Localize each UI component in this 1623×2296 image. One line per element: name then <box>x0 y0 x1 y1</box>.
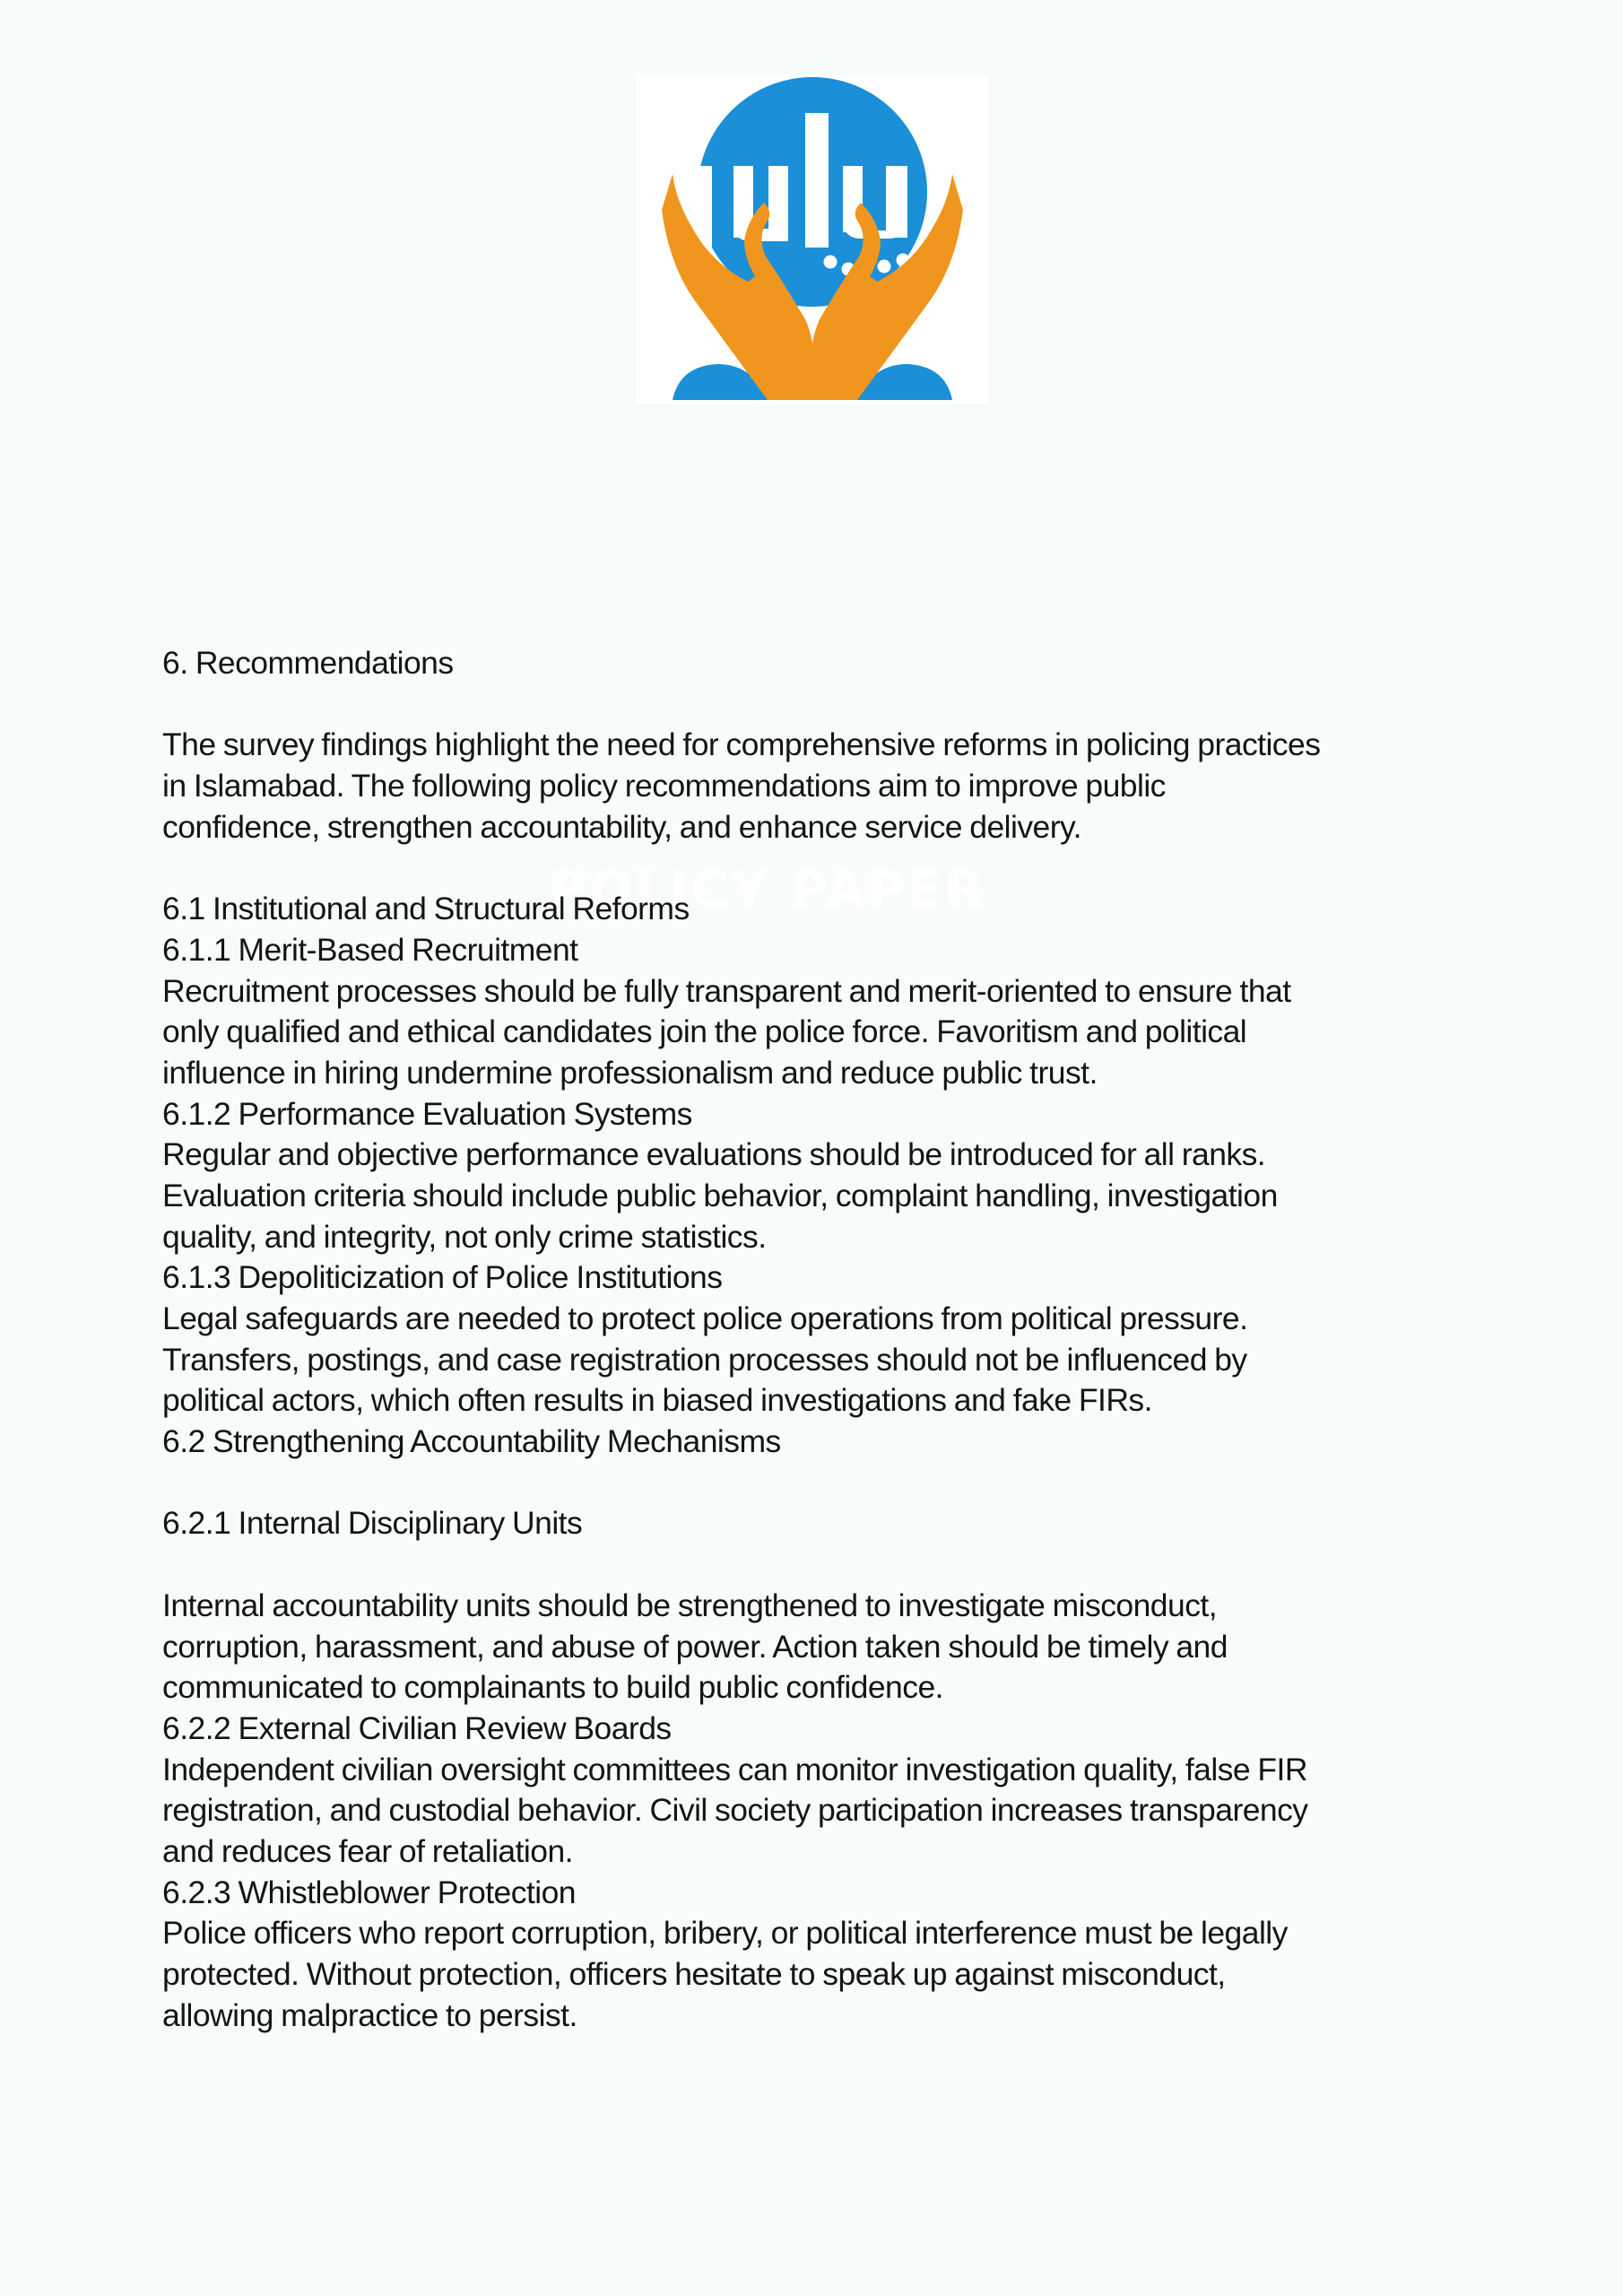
subsection-heading: 6.2 Strengthening Accountability Mechanisms <box>162 1423 781 1460</box>
paragraph <box>162 971 1489 1094</box>
paragraph-line: Police officers who report corruption, bribery, or political interference must be legally <box>162 1915 1288 1952</box>
paragraph <box>162 1299 1489 1422</box>
paragraph-line: in Islamabad. The following policy recommendations aim to improve public <box>162 768 1166 804</box>
paragraph-line: quality, and integrity, not only crime statistics. <box>162 1218 767 1255</box>
organization-logo <box>637 75 988 404</box>
spacer <box>162 684 1489 726</box>
paragraph-line: political actors, which often results in biased investigations and fake FIRs. <box>162 1382 1152 1419</box>
paragraph <box>162 1913 1489 2036</box>
section-title: 6. Recommendations <box>162 645 454 681</box>
hands-holding-globe-icon <box>637 75 988 404</box>
subsubsection-heading: 6.1.3 Depoliticization of Police Institutions <box>162 1259 723 1296</box>
subsubsection-heading: 6.1.2 Performance Evaluation Systems <box>162 1095 692 1132</box>
paragraph-line: protected. Without protection, officers hesitate to speak up against misconduct, <box>162 1956 1226 1992</box>
spacer <box>162 1544 1489 1586</box>
subsubsection-heading: 6.2.3 Whistleblower Protection <box>162 1874 576 1910</box>
paragraph-line: registration, and custodial behavior. Civil society participation increases transparency <box>162 1792 1308 1829</box>
paragraph-line: influence in hiring undermine professionalism and reduce public trust. <box>162 1054 1098 1091</box>
paragraph-line: Internal accountability units should be strengthened to investigate misconduct, <box>162 1587 1218 1623</box>
watermark: POLICY PAPER <box>549 859 986 920</box>
paragraph-line: allowing malpractice to persist. <box>162 1996 577 2033</box>
paragraph-line: confidence, strengthen accountability, and enhance service delivery. <box>162 808 1081 845</box>
subsection-heading: 6.1 Institutional and Structural Reforms <box>162 891 690 927</box>
paragraph-line: Transfers, postings, and case registration processes should not be influenced by <box>162 1341 1247 1378</box>
paragraph-line: and reduces fear of retaliation. <box>162 1832 573 1869</box>
paragraph <box>162 1750 1489 1873</box>
document-body <box>162 643 1489 2036</box>
paragraph-line: Evaluation criteria should include public behavior, complaint handling, investigation <box>162 1177 1278 1213</box>
paragraph-line: Regular and objective performance evaluations should be introduced for all ranks. <box>162 1136 1266 1173</box>
spacer <box>162 848 1489 889</box>
paragraph-line: Legal safeguards are needed to protect police operations from political pressure. <box>162 1300 1248 1336</box>
subsubsection-heading: 6.2.2 External Civilian Review Boards <box>162 1709 672 1746</box>
paragraph-line: The survey findings highlight the need for comprehensive reforms in policing practices <box>162 726 1321 763</box>
paragraph-line: only qualified and ethical candidates join the police force. Favoritism and political <box>162 1013 1247 1050</box>
subsubsection-heading: 6.2.1 Internal Disciplinary Units <box>162 1505 583 1542</box>
paragraph <box>162 1135 1489 1257</box>
paragraph-line: Recruitment processes should be fully transparent and merit-oriented to ensure that <box>162 972 1291 1009</box>
subsubsection-heading: 6.1.1 Merit-Based Recruitment <box>162 931 578 968</box>
paragraph <box>162 1586 1489 1709</box>
intro-paragraph <box>162 725 1489 848</box>
paragraph-line: corruption, harassment, and abuse of power. Action taken should be timely and <box>162 1628 1228 1665</box>
paragraph-line: communicated to complainants to build public confidence. <box>162 1669 943 1706</box>
paragraph-line: Independent civilian oversight committees can monitor investigation quality, false FIR <box>162 1751 1307 1787</box>
spacer <box>162 1463 1489 1504</box>
